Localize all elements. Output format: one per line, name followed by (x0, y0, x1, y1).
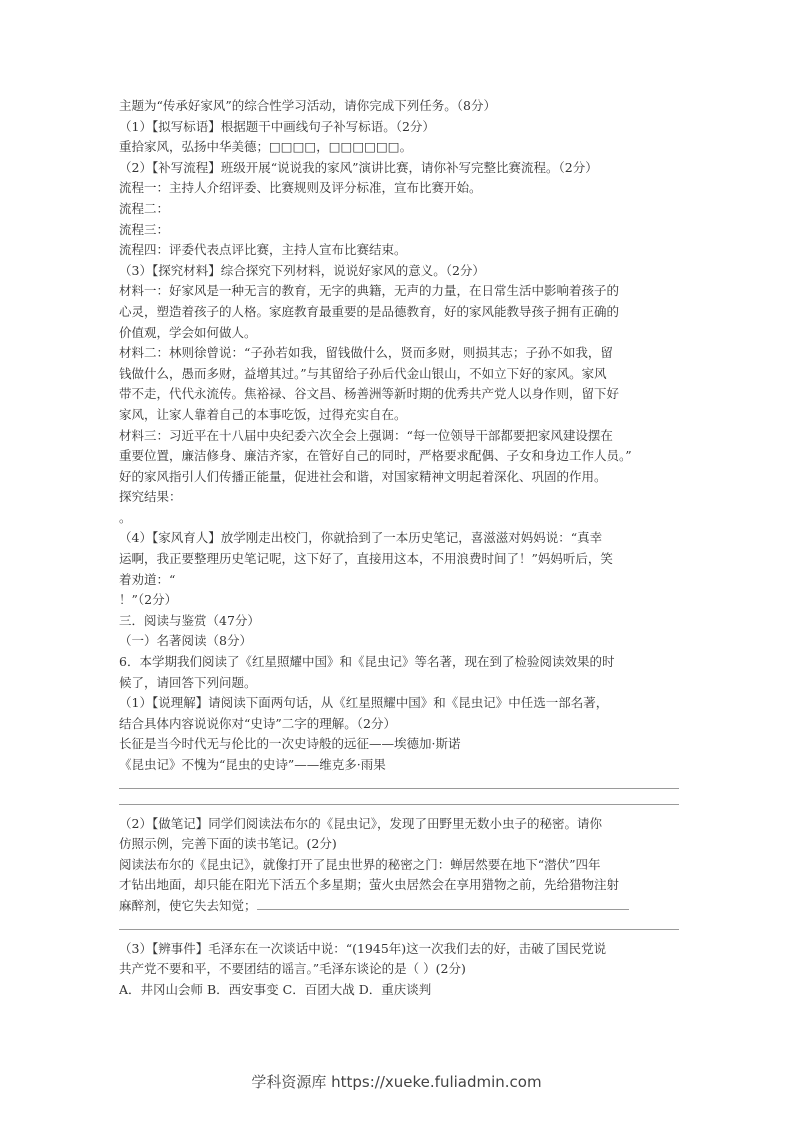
q6-2-line: 阅读法布尔的《昆虫记》，就像打开了昆虫世界的秘密之门：蝉居然要在地下“潜伏”四年 (119, 856, 601, 872)
answer-line (119, 788, 679, 789)
material-2-line: 材料二：林则徐曾说：“子孙若如我，留钱做什么，贤而多财，则损其志；子孙不如我，留 (119, 345, 613, 361)
material-1-line: 价值观，学会如何做人。 (119, 324, 257, 340)
q6-3-line: （3）【辨事件】毛泽东在一次谈话中说：“(1945年)这一次我们去的好，击破了国民党说 (119, 940, 607, 956)
result-label: 探究结果： (119, 489, 182, 505)
material-3-line: 好的家风指引人们传播正能量，促进社会和谐，对国家精神文明起着深化、巩固的作用。 (119, 468, 607, 484)
q4-line: 着劝道：“ (119, 571, 176, 587)
q6-3-line: 共产党不要和平，不要团结的谣言。”毛泽东谈论的是（ ）(2分) (119, 961, 466, 977)
q4-line: （4）【家风育人】放学刚走出校门，你就拾到了一本历史笔记，喜滋滋对妈妈说：“真幸 (119, 530, 603, 546)
subsection-1-title: （一）名著阅读（8分） (119, 633, 252, 649)
q6-3-options: A．井冈山会师 B．西安事变 C．百团大战 D．重庆谈判 (119, 981, 432, 997)
q1-heading: （1）【拟写标语】根据题干中画线句子补写标语。（2分） (119, 118, 435, 134)
result-end: 。 (119, 509, 132, 525)
q6-2-line: 仿照示例，完善下面的读书笔记。(2分) (119, 836, 337, 852)
spacer (119, 917, 679, 925)
document-body (119, 96, 679, 1000)
q6-2-line: （2）【做笔记】同学们阅读法布尔的《昆虫记》，发现了田野里无数小虫子的秘密。请你 (119, 815, 602, 831)
q3-heading: （3）【探究材料】综合探究下列材料，说说好家风的意义。（2分） (119, 262, 485, 278)
material-1-line: 心灵，塑造着孩子的人格。家庭教育最重要的是品德教育，好的家风能教导孩子拥有正确的 (119, 303, 620, 319)
answer-line (119, 804, 679, 805)
q6-1-line: 结合具体内容说说你对“史诗”二字的理解。（2分） (119, 715, 396, 731)
answer-blank (257, 896, 629, 910)
quote-line: 《昆虫记》不愧为“昆虫的史诗”——维克多·雨果 (119, 757, 386, 772)
task-intro: 主题为“传承好家风”的综合性学习活动，请你完成下列任务。（8分） (119, 98, 496, 113)
q2-heading: （2）【补写流程】班级开展“说说我的家风”演讲比赛，请你补写完整比赛流程。（2分） (119, 159, 598, 175)
q1-slogan: 重拾家风，弘扬中华美德；□□□□，□□□□□□。 (119, 139, 413, 155)
q6-line: 6．本学期我们阅读了《红星照耀中国》和《昆虫记》等名著，现在到了检验阅读效果的时 (119, 654, 615, 670)
material-2-line: 钱做什么，愚而多财，益增其过。”与其留给子孙后代金山银山，不如立下好的家风。家风 (119, 365, 607, 381)
material-1-line: 材料一：好家风是一种无言的教育，无字的典籍，无声的力量，在日常生活中影响着孩子的 (119, 283, 620, 299)
material-2-line: 家风，让家人靠着自己的本事吃饭，过得充实自在。 (119, 406, 407, 422)
flow-step-1: 流程一：主持人介绍评委、比赛规则及评分标准，宣布比赛开始。 (119, 180, 482, 196)
quote-line: 长征是当今时代无与伦比的一次史诗般的远征——埃德加·斯诺 (119, 736, 461, 752)
answer-line (119, 929, 679, 930)
q6-2-line-with-blank (119, 896, 679, 917)
q4-line: ！”（2分） (119, 592, 178, 608)
q6-2-line: 才钻出地面，却只能在阳光下活五个多星期；萤火虫居然会在享用猎物之前，先给猎物注射 (119, 877, 620, 893)
q4-line: 运啊，我正要整理历史笔记呢，这下好了，直接用这本，不用浪费时间了！”妈妈听后，笑 (119, 551, 613, 567)
q6-1-line: （1）【说理解】请阅读下面两句话，从《红星照耀中国》和《昆虫记》中任选一部名著， (119, 695, 609, 711)
footer-watermark: 学科资源库 https://xueke.fuliadmin.com (251, 1073, 542, 1091)
material-3-line: 材料三：习近平在十八届中央纪委六次全会上强调：“每一位领导干部都要把家风建设摆在 (119, 427, 613, 443)
spacer (119, 776, 679, 784)
flow-step-2: 流程二： (119, 200, 170, 216)
material-2-line: 带不走，代代永流传。焦裕禄、谷文昌、杨善洲等新时期的优秀共产党人以身作则，留下好 (119, 386, 620, 402)
flow-step-4: 流程四：评委代表点评比赛，主持人宣布比赛结束。 (119, 242, 407, 258)
material-3-line: 重要位置，廉洁修身、廉洁齐家，在管好自己的同时，严格要求配偶、子女和身边工作人员。” (119, 448, 632, 464)
q6-line: 候了，请回答下列问题。 (119, 674, 257, 690)
flow-step-3: 流程三： (119, 221, 170, 237)
spacer (119, 792, 679, 800)
section-3-title: 三．阅读与鉴赏（47分） (119, 612, 260, 628)
q6-2-text: 麻醉剂，使它失去知觉； (119, 897, 257, 913)
